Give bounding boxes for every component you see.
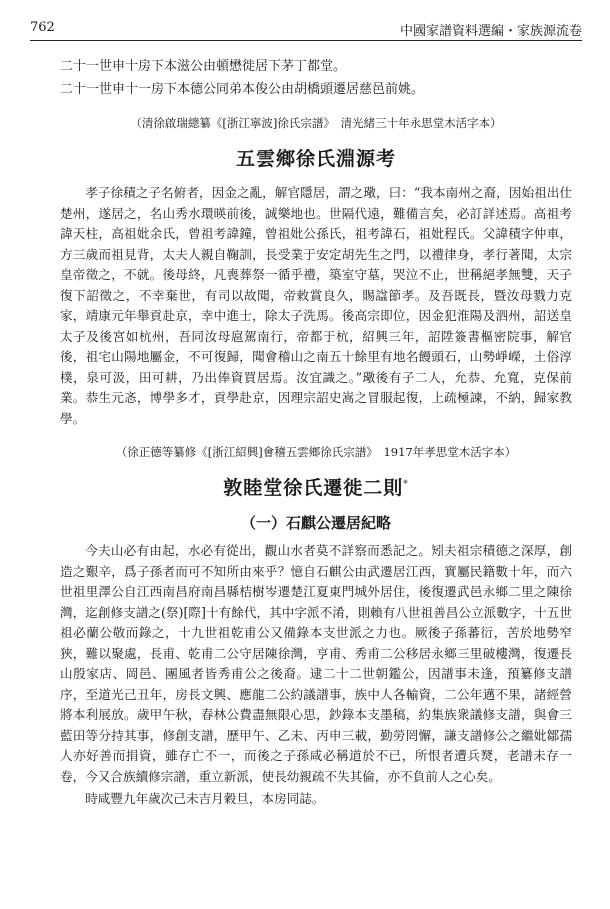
section-title: [60, 473, 572, 500]
subsection-title: （一）石麒公遷居紀略: [240, 514, 391, 532]
genealogy-line: 二十一世申十一房下本德公同弟本俊公由胡橋頭遷居慈邑前姚。: [60, 82, 425, 97]
source-citation: （清徐啟瑞總纂《[浙江寧波]徐氏宗譜》 清光緒三十年永思堂木活字本）: [130, 116, 502, 130]
page-number: 762: [30, 20, 55, 35]
closing-line: 時咸豐九年歲次己未吉月穀旦，本房同誌。: [85, 791, 325, 806]
page-header: [30, 14, 582, 41]
running-title: 中國家譜資料選編・家族源流卷: [399, 24, 582, 39]
page-body: [60, 56, 572, 810]
genealogy-line: 二十一世申十房下本滋公由頓懋徙居下茅丁都堂。: [60, 59, 347, 74]
section-paragraph: 孝子徐積之子名俯者，因金之亂，解官隱居，謂之璥，曰：“我本南州之裔，因始祖出仕楚州，遂居之，名山秀水環暎前後，誠樂地也。世隔代遠，難備言矣，必訂詳述焉。高祖考諱天柱，高祖妣余氏，曾祖考諱鐘，曾祖妣公孫氏，祖考諱石，祖妣程氏。父諱積字仲車，方三歲而祖見背，太夫人親自鞠訓，長受業于安定胡先生之門，以禮律身，孝行著聞，太宗皇帝徵之，不就。後母終，凡喪葬祭一循乎禮，築室守墓，哭泣不止，世稱絕孝無雙，天子復下詔徵之，不幸棄世，有司以故聞，帝敕賞良久，賜諡節孝。及吾既長，暨汝母戮力克家，靖康元年舉貢赴京，幸中進士，除太子洗馬。後高宗即位，因金犯淮陽及泗州，詔送皇太子及後宮如杭州，吾同汝母扈駕南行，帝都于杭，紹興三年，詔陞簽書樞密院事，解官後，祖宅山陽地屬金，不可復歸，聞會稽山之南五十餘里有地名饅頭石，山勢崢嶸，土俗淳樸，泉可汲，田可耕，乃出俸資買居焉。汝宜識之。”璥後有子二人，允恭、允寬，克保前業。恭生元忞，博學多才，貢學赴京，因理宗詔史嵩之冒服起復，上疏極諫，不納，歸家教學。: [60, 185, 572, 426]
footnote-mark: *: [403, 479, 409, 490]
section-paragraph: 今夫山必有由起，水必有從出，觀山水者莫不詳察而悉記之。矧夫祖宗積德之深厚，創造之艱辛，爲子孫者而可不知所由來乎？憶自石麒公由武遷居江西，實屬民籍數十年，而六世祖里澤公自江西南昌府南昌縣桔樹岑遷楚江夏東門城外居住，後復遷武邑永鄉二里之陳徐灣，迄創修支譜之(祭)[際]十有餘代，其中字派不淆，則賴有八世祖善昌公立派數字，十五世祖必蘭公敬而錄之，十九世祖乾甫公又備錄本支世派之力也。厥後子孫蕃衍，苦於地勢窄狹，難以聚處，長甫、乾甫二公守居陳徐灣，亨甫、秀甫二公移居永鄉三里破樓灣，復遷長山殷家店、岡邑、團風者皆秀甫公之後裔。逮二十二世朝鑑公，因譜事未逢，預纂修支譜序，至道光己丑年，房長文興、應龍二公約議譜事，族中人各輸資，二公年邁不果，諸經營將本利展放。歲甲午秋，春林公費盡無限心思，鈔錄本支墨稿，約集族衆議修支譜，與會三藍田等分持其事，修創支譜，歷甲午、乙未、丙申三載，勤勞罔懈，謙支譜修公之繼妣鄒孺人亦好善而捐資，雖存亡不一，而後之子孫咸必稱道於不已，所恨者遭兵燹，老譜未存一卷，今又合族續修宗譜，重立新派，使長幼親疏不失其倫，亦不負前人之心矣。: [60, 543, 572, 784]
source-citation: （徐正德等纂修《[浙江紹興]會稽五雲鄉徐氏宗譜》 1917年孝思堂木活字本）: [115, 445, 517, 459]
section-title: [60, 144, 572, 171]
section-title-text: 五雲鄉徐氏淵源考: [235, 148, 396, 170]
section-title-text: 敦睦堂徐氏遷徙二則: [223, 477, 404, 499]
